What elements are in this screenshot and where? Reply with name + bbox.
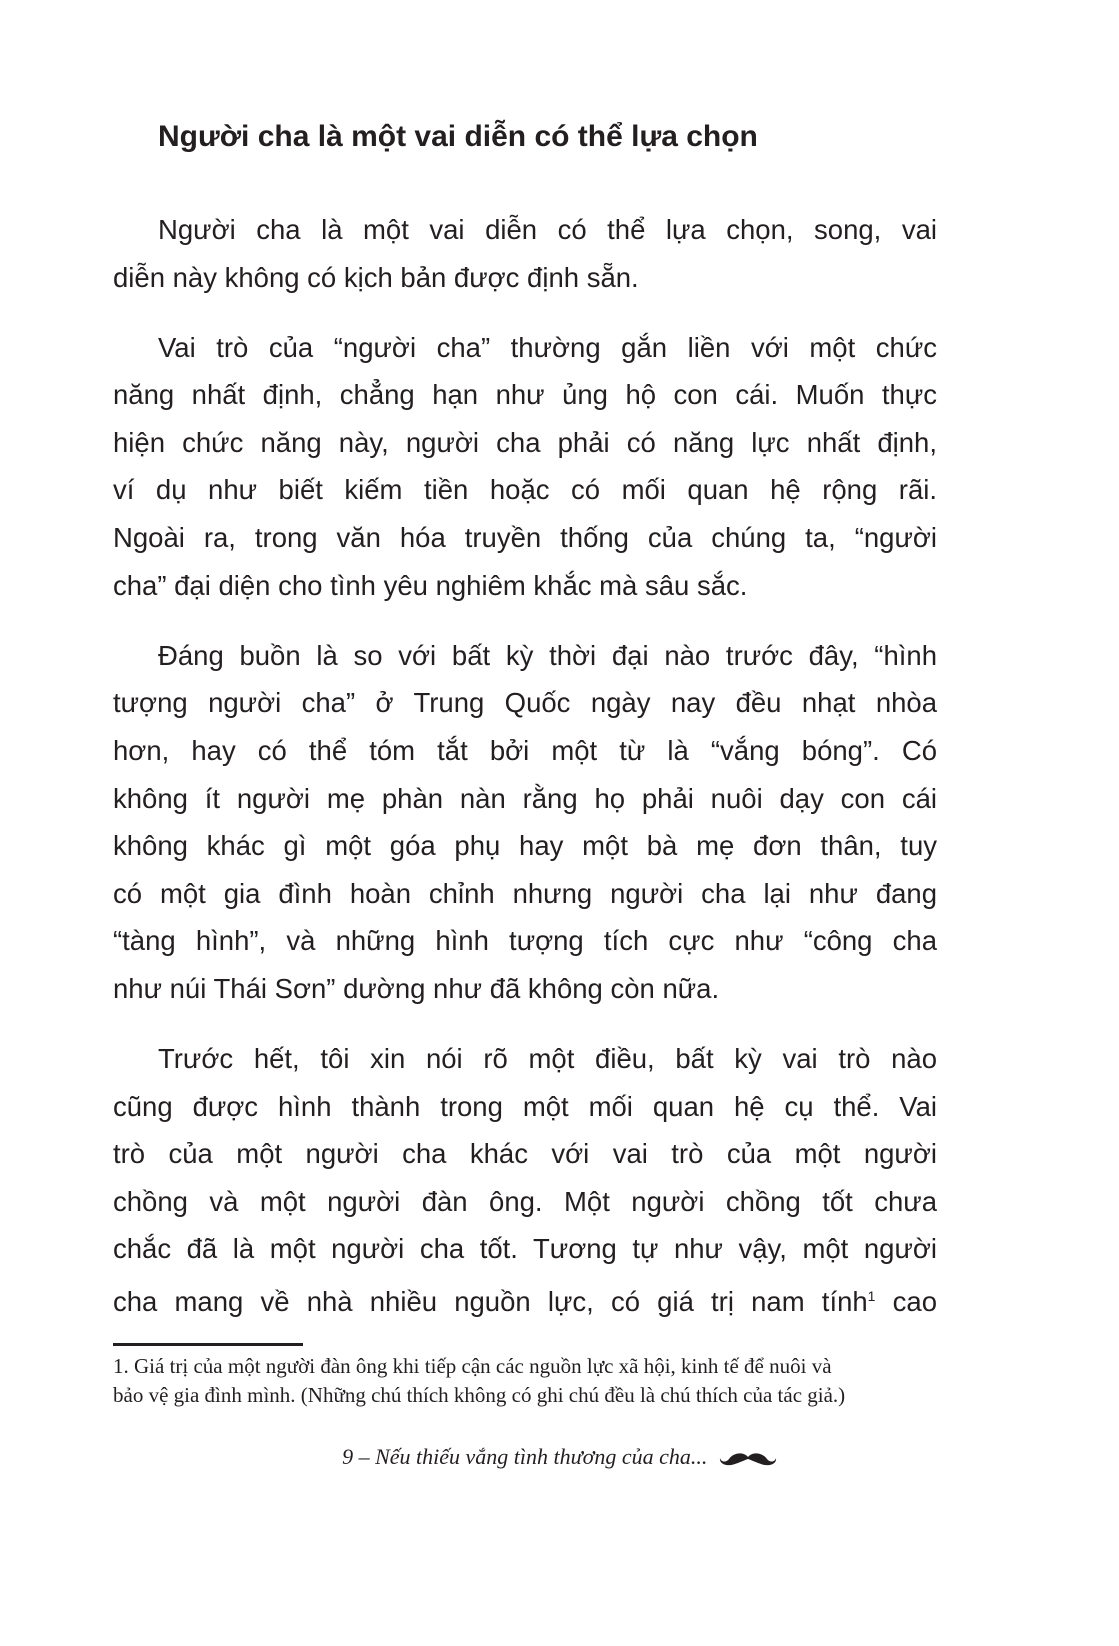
- footnote: [113, 1352, 937, 1410]
- book-title: Nếu thiếu vắng tình thương của cha...: [375, 1444, 708, 1469]
- body-text: [113, 206, 937, 1348]
- text-line: cũng được hình thành trong một mối quan hệ cụ thể. Vai: [113, 1090, 937, 1122]
- mustache-icon: [719, 1451, 777, 1467]
- text-line: trò của một người cha khác với vai trò của một người: [113, 1138, 937, 1170]
- text-line: không khác gì một góa phụ hay một bà mẹ đơn thân, tuy: [113, 830, 937, 862]
- footnote-line: 1. Giá trị của một người đàn ông khi tiếp cận các nguồn lực xã hội, kinh tế để nuôi và: [113, 1354, 832, 1378]
- text-line: [113, 1273, 937, 1326]
- text-line: Người cha là một vai diễn có thể lựa chọn, song, vai: [158, 214, 937, 245]
- text: cha mang về nhà nhiều nguồn lực, có giá trị nam tính: [113, 1286, 868, 1318]
- text-line: không ít người mẹ phàn nàn rằng họ phải nuôi dạy con cái: [113, 782, 937, 814]
- text-line: năng nhất định, chẳng hạn như ủng hộ con cái. Muốn thực: [113, 379, 937, 411]
- text-line: chắc đã là một người cha tốt. Tương tự như vậy, một người: [113, 1233, 937, 1265]
- paragraph: [113, 206, 937, 301]
- text-line: chồng và một người đàn ông. Một người chồng tốt chưa: [113, 1185, 937, 1217]
- section-heading: Người cha là một vai diễn có thể lựa chọn: [158, 120, 758, 153]
- footnote-divider: [113, 1343, 303, 1346]
- text-line: tượng người cha” ở Trung Quốc ngày nay đều nhạt nhòa: [113, 687, 937, 719]
- text-line: Vai trò của “người cha” thường gắn liền với một chức: [158, 331, 937, 363]
- text-line: diễn này không có kịch bản được định sẵn.: [113, 261, 639, 293]
- text-line: Đáng buồn là so với bất kỳ thời đại nào trước đây, “hình: [158, 639, 937, 671]
- text-line: ví dụ như biết kiếm tiền hoặc có mối quan hệ rộng rãi.: [113, 474, 937, 506]
- text: cao: [875, 1286, 937, 1318]
- paragraph: [113, 324, 937, 610]
- text-line: có một gia đình hoàn chỉnh nhưng người cha lại như đang: [113, 877, 937, 909]
- text-line: cha” đại diện cho tình yêu nghiêm khắc mà sâu sắc.: [113, 569, 748, 601]
- footnote-line: bảo vệ gia đình mình. (Những chú thích không có ghi chú đều là chú thích của tác giả.): [113, 1383, 846, 1407]
- text-line: Ngoài ra, trong văn hóa truyền thống của chúng ta, “người: [113, 522, 937, 554]
- paragraph: [113, 1035, 937, 1326]
- text-line: hơn, hay có thể tóm tắt bởi một từ là “vắng bóng”. Có: [113, 734, 937, 766]
- footnote-ref[interactable]: 1: [867, 1287, 876, 1304]
- text-line: hiện chức năng này, người cha phải có năng lực nhất định,: [113, 426, 937, 458]
- text-line: “tàng hình”, và những hình tượng tích cực như “công cha: [113, 925, 937, 957]
- paragraph: [113, 632, 937, 1013]
- page-number: 9: [342, 1444, 354, 1469]
- text-line: như núi Thái Sơn” dường như đã không còn nữa.: [113, 972, 720, 1004]
- text-line: Trước hết, tôi xin nói rõ một điều, bất kỳ vai trò nào: [158, 1043, 937, 1074]
- footer-separator: –: [353, 1444, 376, 1469]
- page-footer: [0, 1444, 1119, 1470]
